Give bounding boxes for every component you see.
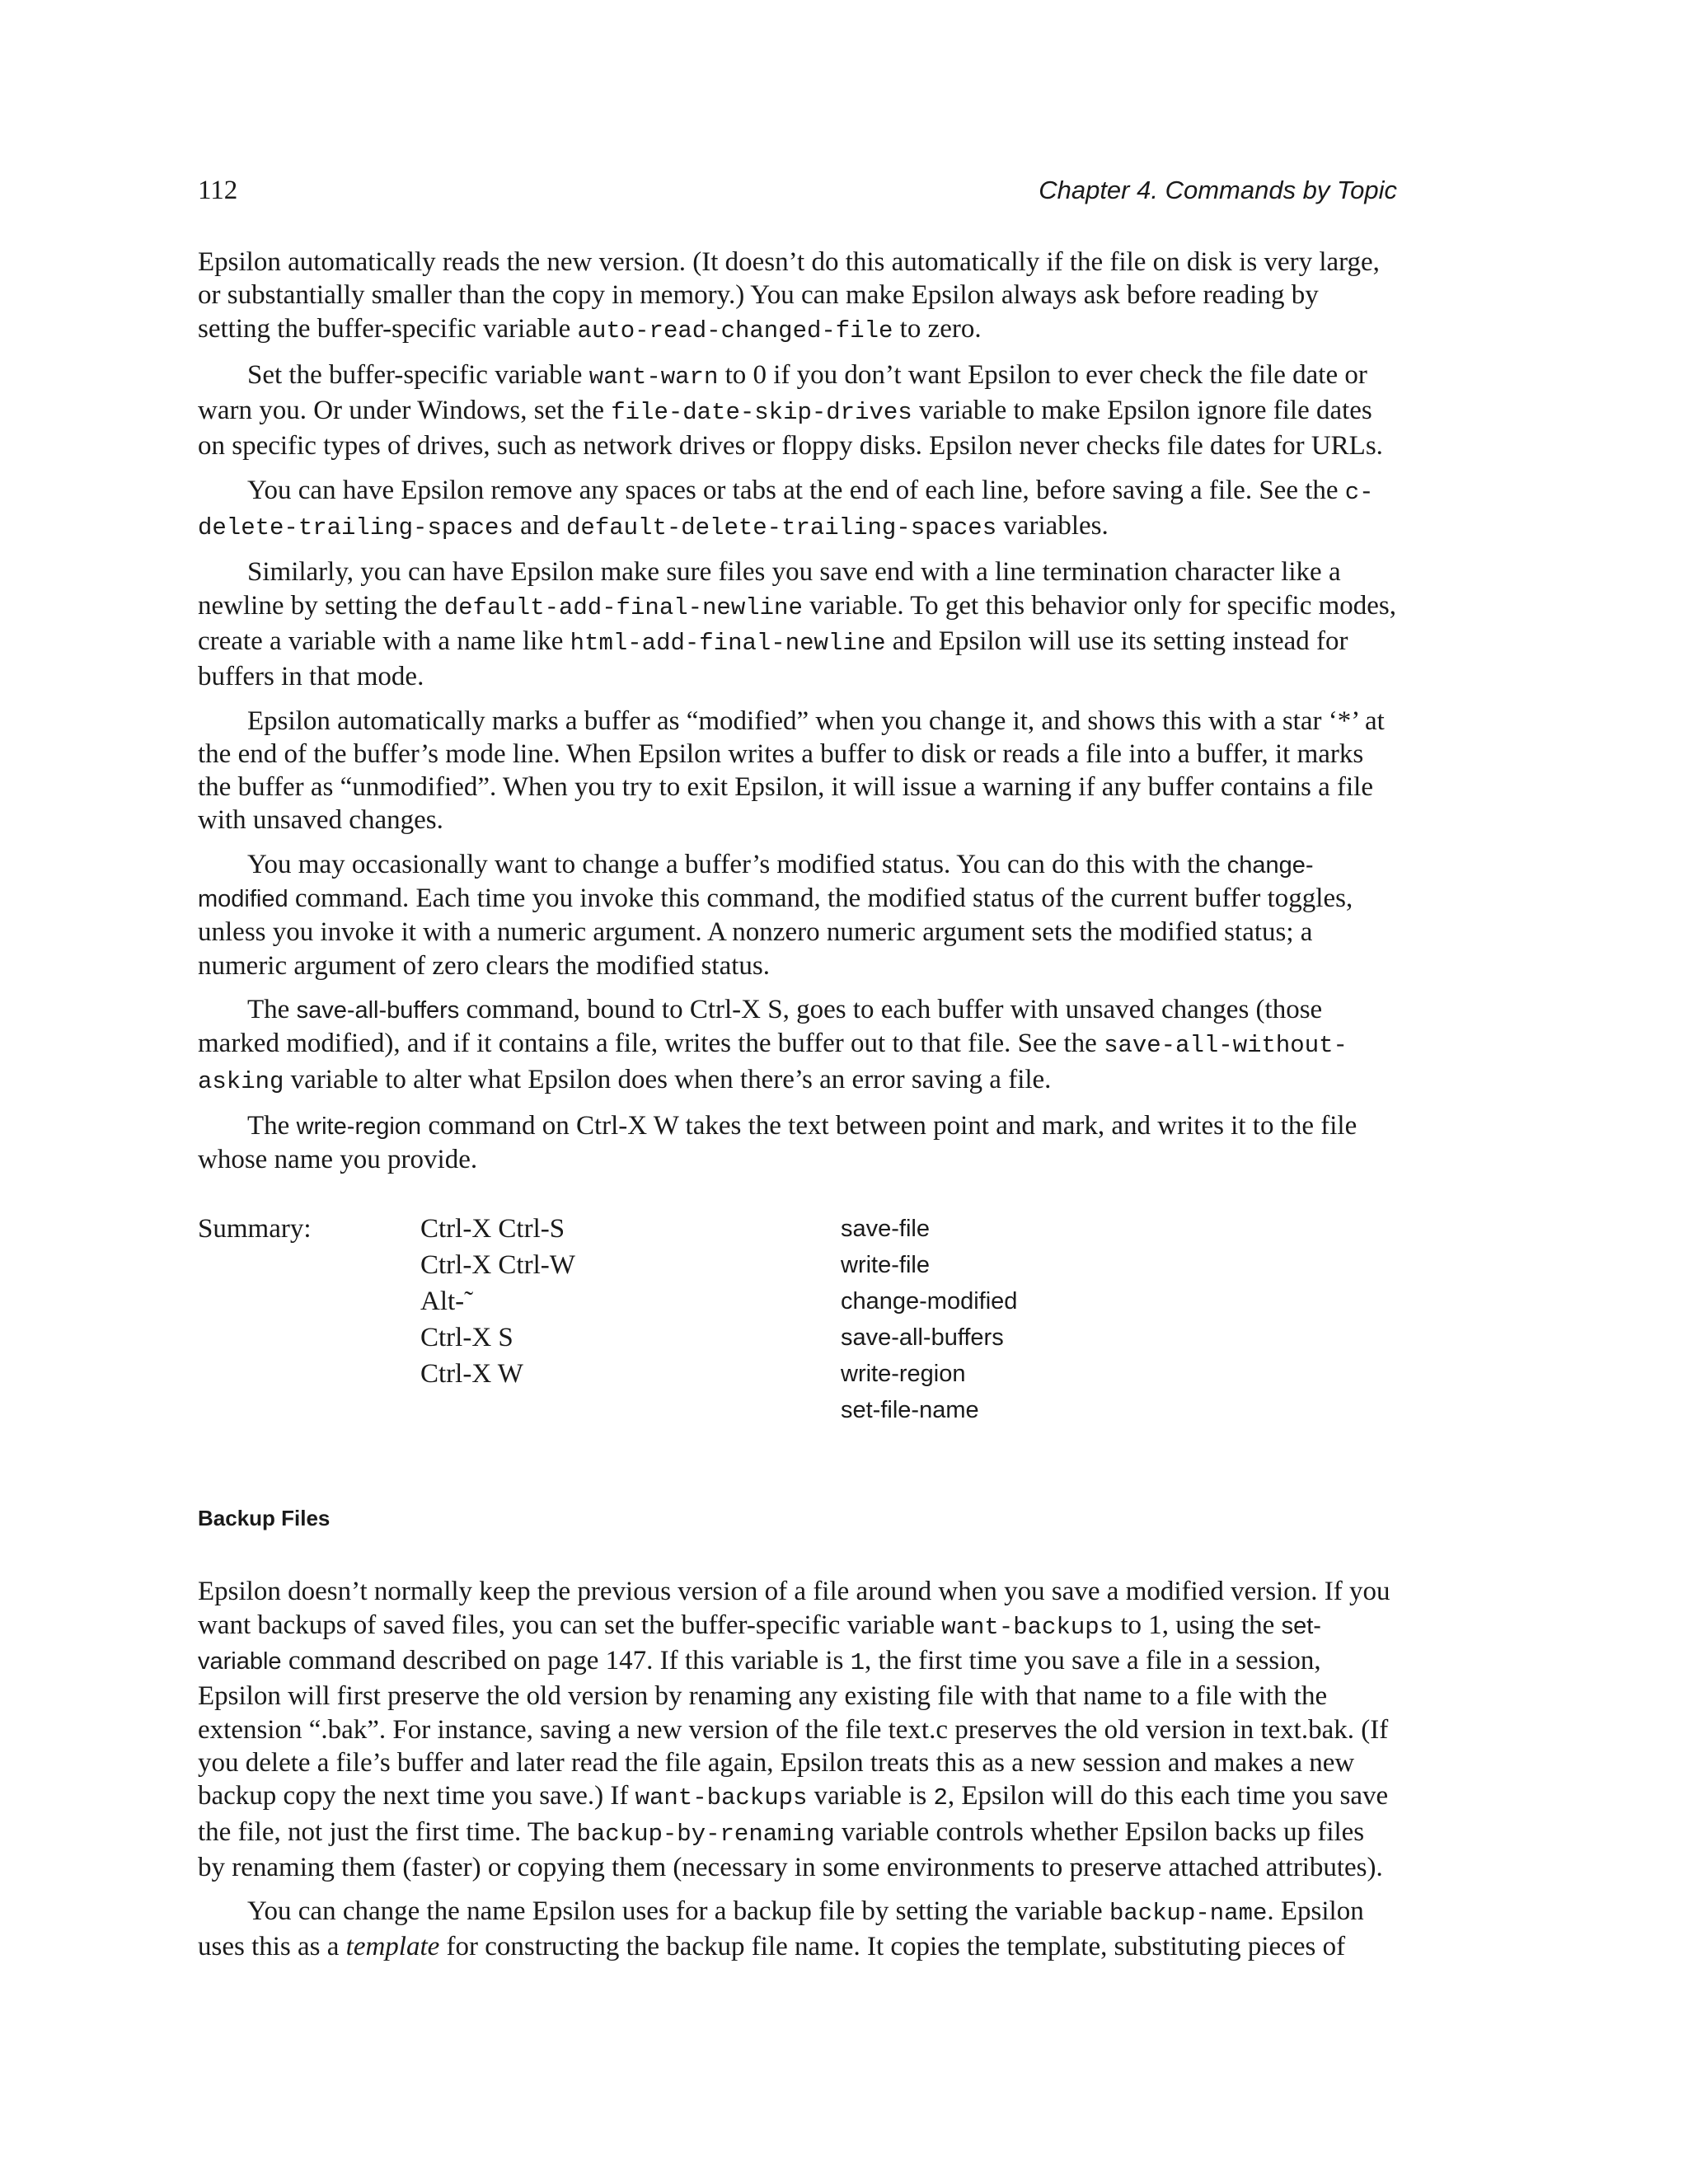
text-run: You can have Epsilon remove any spaces or tabs at the end of each line, before saving a file. See the — [247, 475, 1345, 505]
text-run: variable to alter what Epsilon does when there’s an error saving a file. — [284, 1064, 1052, 1094]
text-run: , Epsilon will do this each time you save the file, not just the first time. The — [198, 1781, 1389, 1847]
command-name: save-all-buffers — [841, 1324, 1004, 1352]
variable-name: c-delete-trailing-spaces — [198, 478, 1374, 542]
command-name: write-region — [296, 1113, 422, 1140]
summary-command-column — [841, 1211, 1017, 1428]
body-text — [198, 246, 1397, 1176]
text-run: variable. To get this behavior only for specific modes, create a variable with a name like — [198, 590, 1396, 656]
text-run: command on Ctrl-X W takes the text between point and mark, and writes it to the file whose name you provide. — [198, 1110, 1357, 1175]
variable-name: save-all-without-asking — [198, 1032, 1348, 1095]
paragraph — [198, 705, 1397, 837]
variable-name: default-delete-trailing-spaces — [566, 514, 997, 542]
text-run: variables. — [996, 511, 1109, 541]
text-run: Set the buffer-specific variable — [247, 359, 589, 390]
key-binding — [420, 1392, 575, 1428]
text-run: Epsilon automatically reads the new version. (It doesn’t do this automatically if the file on disk is very large, or substantially smaller than the copy in memory.) You can make Epsilon always ask before reading by setting the buffer-specific variable — [198, 247, 1380, 344]
command-name: set-variable — [198, 1612, 1321, 1675]
text-run: to 1, using the — [1114, 1610, 1282, 1640]
document-page — [198, 171, 1397, 1975]
value-literal: 1 — [850, 1649, 865, 1677]
text-run: command, bound to Ctrl-X S, goes to each buffer with unsaved changes (those marked modified), and if it contains a file, writes the buffer out to that file. See the — [198, 994, 1323, 1059]
text-run: You can change the name Epsilon uses for a backup file by setting the variable — [247, 1896, 1109, 1927]
paragraph — [198, 474, 1397, 546]
text-run: Epsilon automatically marks a buffer as “modified” when you change it, and shows this with a star ‘*’ at the end of the buffer’s mode line. When Epsilon writes a buffer to disk or reads a file into a buffer, it marks the buffer as “unmodified”. When you try to exit Epsilon, it will issue a warning if any buffer contains a file with unsaved changes. — [198, 705, 1385, 836]
summary-key-column — [420, 1211, 575, 1428]
text-run: variable to make Epsilon ignore file dates on specific types of drives, such as network drives or floppy disks. Epsilon never checks file dates for URLs. — [198, 396, 1383, 462]
text-run: command. Each time you invoke this command, the modified status of the current buffer toggles, unless you invoke it with a numeric argument. A nonzero numeric argument sets the modified status; a numeric argument of zero clears the modified status. — [198, 883, 1353, 981]
paragraph — [198, 555, 1397, 693]
paragraph — [198, 359, 1397, 463]
text-run: The — [247, 1110, 297, 1141]
command-name: write-file — [841, 1252, 930, 1279]
text-run: command described on page 147. If this variable is — [281, 1646, 851, 1676]
paragraph — [198, 1575, 1397, 1884]
text-run: and Epsilon will use its setting instead for buffers in that mode. — [198, 626, 1348, 692]
command-name: set-file-name — [841, 1397, 979, 1424]
emphasis: template — [345, 1932, 440, 1962]
command-name: write-region — [841, 1361, 966, 1388]
summary-label: Summary: — [198, 1214, 312, 1244]
variable-name: want-backups — [941, 1613, 1114, 1641]
variable-name: default-add-final-newline — [443, 593, 803, 621]
text-run: and — [513, 511, 567, 541]
paragraph — [198, 246, 1397, 348]
key-binding: Ctrl-X W — [420, 1359, 523, 1390]
variable-name: backup-by-renaming — [576, 1820, 835, 1848]
chapter-title: Chapter 4. Commands by Topic — [1039, 176, 1397, 204]
text-run: for constructing the backup file name. It copies the template, substituting pieces of — [439, 1932, 1346, 1962]
text-run: . Epsilon uses this as a — [198, 1896, 1364, 1962]
backup-section-text — [198, 1575, 1397, 1963]
variable-name: auto-read-changed-file — [577, 316, 893, 344]
paragraph — [198, 1895, 1397, 1964]
key-binding: Ctrl-X Ctrl-S — [420, 1214, 565, 1244]
text-run: Epsilon doesn’t normally keep the previous version of a file around when you save a modified version. If you want backups of saved files, you can set the buffer-specific variable — [198, 1577, 1390, 1640]
value-literal: 2 — [933, 1784, 948, 1812]
text-run: to zero. — [893, 313, 982, 344]
key-binding: Alt-˜ — [420, 1286, 474, 1317]
command-name: save-all-buffers — [296, 996, 460, 1024]
section-heading: Backup Files — [198, 1506, 331, 1531]
paragraph — [198, 1109, 1397, 1177]
variable-name: backup-name — [1109, 1900, 1268, 1928]
paragraph — [198, 993, 1397, 1099]
running-header — [198, 171, 1397, 209]
paragraph — [198, 848, 1397, 982]
text-run: You may occasionally want to change a buffer’s modified status. You can do this with the — [247, 849, 1227, 879]
variable-name: html-add-final-newline — [570, 629, 886, 657]
variable-name: file-date-skip-drives — [611, 399, 912, 427]
command-summary — [198, 1211, 1397, 1428]
key-binding: Ctrl-X S — [420, 1323, 513, 1353]
text-run: variable is — [807, 1781, 934, 1811]
variable-name: want-backups — [635, 1784, 808, 1812]
text-run: The — [247, 994, 297, 1024]
page-number: 112 — [198, 176, 238, 205]
command-name: change-modified — [198, 851, 1314, 913]
variable-name: want-warn — [588, 363, 719, 391]
text-run: to 0 if you don’t want Epsilon to ever check the file date or warn you. Or under Windows, set the — [198, 359, 1367, 426]
text-run: Similarly, you can have Epsilon make sure files you save end with a line termination character like a newline by setting the — [198, 557, 1341, 621]
command-name: change-modified — [841, 1288, 1018, 1315]
text-run: variable controls whether Epsilon backs up files by renaming them (faster) or copying them (necessary in some environments to preserve attached attributes). — [198, 1816, 1383, 1882]
key-binding: Ctrl-X Ctrl-W — [420, 1250, 575, 1281]
command-name: save-file — [841, 1216, 930, 1243]
text-run: , the first time you save a file in a session, Epsilon will first preserve the old version by renaming any existing file with that name to a file with the extension “.bak”. For instance, saving a new version of the file text.c preserves the old version in text.bak. (If you delete a file’s buffer and later read the file again, Epsilon treats this as a new session and makes a new backup copy the next time you save.) If — [198, 1646, 1389, 1811]
